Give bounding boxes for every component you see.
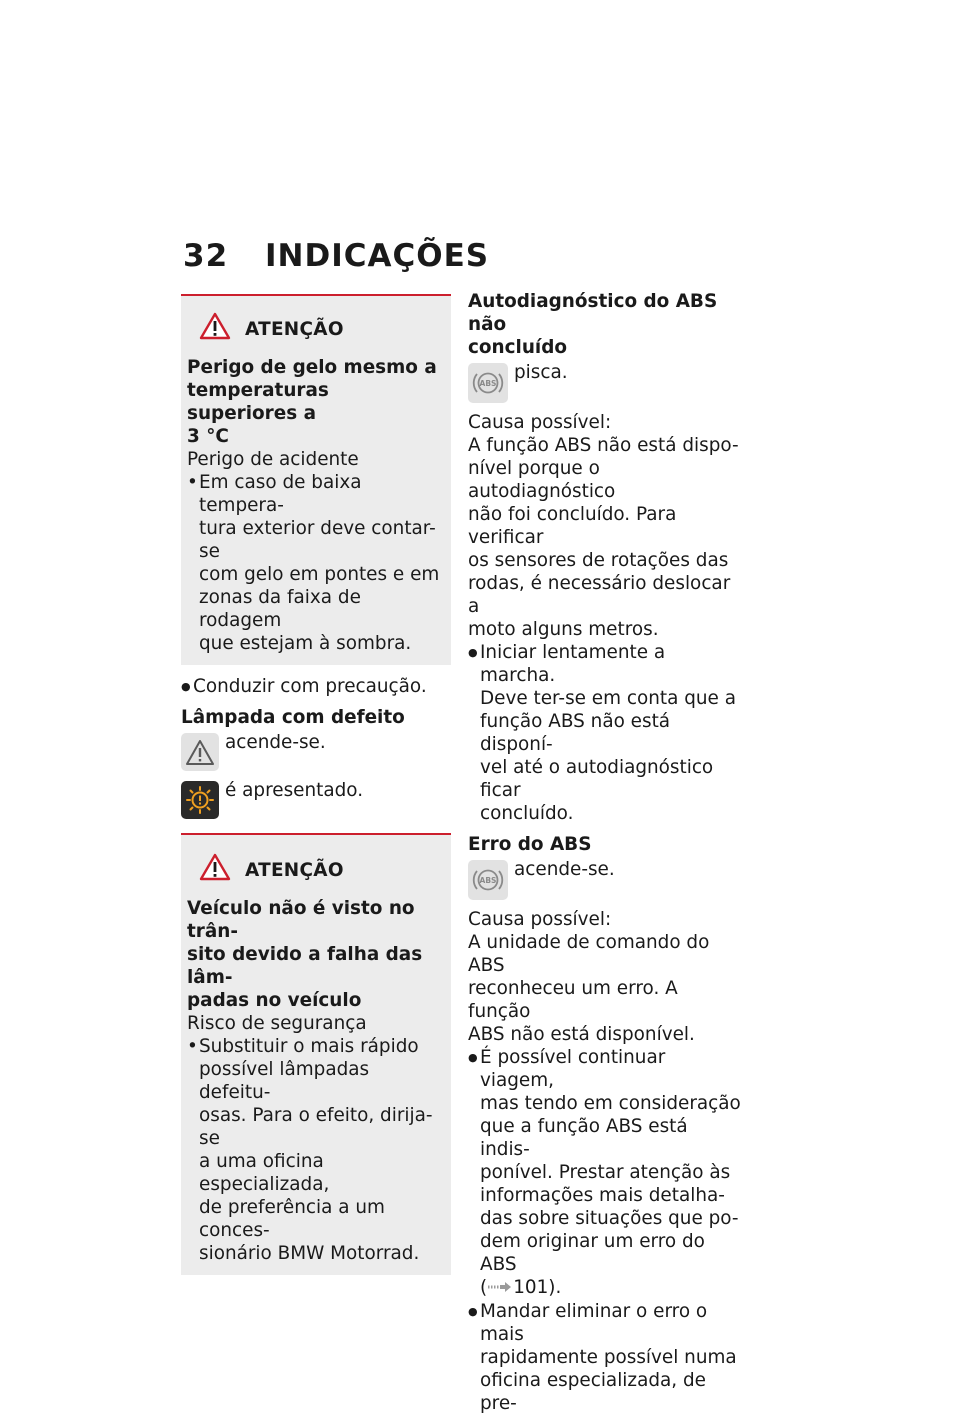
action-list [181,675,451,698]
text-line: função ABS não está disponí- [480,711,671,755]
warning-box-ice [181,294,451,665]
warning-label: ATENÇÃO [245,318,344,340]
warning-bullet [187,471,443,655]
text-line: A unidade de comando do ABS [468,932,710,976]
text-line: ● Iniciar lentamente a marcha. [480,642,666,686]
warning-risk: Perigo de acidente [187,449,359,470]
action-item: ● Conduzir com precaução. [181,675,451,698]
warning-header [187,853,443,887]
abs-selftest-row [468,361,743,403]
action-item [468,641,743,825]
text-line: das sobre situações que po- [480,1208,739,1229]
action-list [468,641,743,825]
page-header [183,238,489,274]
text-line: ● Mandar eliminar o erro o mais [480,1300,708,1345]
bullet-line: sionário BMW Motorrad. [199,1243,420,1264]
cause-label: Causa possível: [468,412,612,433]
text-line: não foi concluído. Para verificar [468,504,677,548]
warning-heading [187,897,443,1012]
bullet-line: zonas da faixa de rodagem [199,587,361,631]
text-line: reconheceu um erro. A função [468,978,678,1022]
action-item [468,1046,743,1300]
warning-heading-line: Veículo não é visto no trân- [187,898,415,942]
text-line: nível porque o autodiagnóstico [468,458,616,502]
page-title: INDICAÇÕES [265,238,490,274]
warning-heading-line: temperaturas superiores a [187,380,329,424]
abs-icon [468,860,508,900]
text-line: rodas, é necessário deslocar a [468,573,731,617]
text-line: Deve ter-se em conta que a [480,688,736,709]
lamp-row-1 [181,731,451,771]
bullet-line: a uma oficina especializada, [199,1151,330,1195]
bullet-line: • Substituir o mais rápido [199,1036,419,1057]
warning-heading [187,356,443,448]
text-line: os sensores de rotações das [468,550,729,571]
text-line: moto alguns metros. [468,619,659,640]
warning-bullet-list [187,471,443,655]
action-item [468,1300,743,1415]
warning-heading-line: padas no veículo [187,990,362,1011]
cause-text [468,434,743,641]
general-warning-icon [181,733,219,771]
cause-text [468,931,743,1046]
abs-selftest-line: pisca. [514,362,568,383]
warning-triangle-icon [199,853,231,887]
bullet-line: que estejam à sombra. [199,633,412,654]
lamp-heading: Lâmpada com defeito [181,707,405,728]
warning-header [187,312,443,346]
right-column [468,290,743,1415]
bullet-line: osas. Para o efeito, dirija-se [199,1105,433,1149]
abs-icon [468,363,508,403]
lamp-line-1: acende-se. [225,732,326,753]
text-line: vel até o autodiagnóstico ficar [480,757,714,801]
heading-line: concluído [468,337,568,358]
bullet-line: tura exterior deve contar-se [199,518,436,562]
warning-heading-line: 3 °C [187,426,229,447]
bullet-line: • Em caso de baixa tempera- [199,472,362,516]
abs-error-row [468,858,743,900]
bullet-line: com gelo em pontes e em [199,564,440,585]
xref-open: ( [480,1277,488,1298]
arrow-icon [487,1277,513,1300]
text-line: rapidamente possível numa [480,1346,737,1368]
warning-heading-line: sito devido a falha das lâm- [187,944,423,988]
abs-selftest-heading [468,290,743,359]
text-line: ponível. Prestar atenção às [480,1162,731,1183]
text-line: dem originar um erro do ABS [480,1231,705,1275]
warning-triangle-icon [199,312,231,346]
warning-label: ATENÇÃO [245,859,344,881]
lamp-row-2 [181,779,451,819]
cause-label: Causa possível: [468,909,612,930]
action-list [468,1046,743,1415]
page-number: 32 [183,238,229,274]
warning-heading-line: Perigo de gelo mesmo a [187,357,437,378]
heading-line: Autodiagnóstico do ABS não [468,291,718,335]
cross-reference[interactable] [480,1276,743,1300]
abs-error-line: acende-se. [514,859,615,880]
left-column [181,294,451,1285]
lamp-defect-icon [181,781,219,819]
xref-page: 101). [513,1277,562,1298]
text-line: que a função ABS está indis- [480,1116,688,1160]
text-line: mas tendo em consideração [480,1093,741,1114]
warning-box-lamps [181,833,451,1275]
bullet-line: de preferência a um conces- [199,1197,385,1241]
warning-bullet-list [187,1035,443,1265]
text-line: A função ABS não está dispo- [468,435,739,456]
text-line: concluído. [480,803,574,824]
text-line: informações mais detalha- [480,1185,725,1206]
bullet-line: possível lâmpadas defeitu- [199,1059,370,1103]
warning-risk: Risco de segurança [187,1013,367,1034]
abs-icon-text: ABS [479,379,497,388]
warning-bullet [187,1035,443,1265]
abs-icon-text: ABS [479,876,497,885]
text-line: ABS não está disponível. [468,1024,695,1045]
text-line: ● É possível continuar viagem, [480,1047,666,1091]
text-line: oficina especializada, de pre- [480,1369,706,1414]
abs-error-heading: Erro do ABS [468,834,592,855]
lamp-line-2: é apresentado. [225,780,364,801]
